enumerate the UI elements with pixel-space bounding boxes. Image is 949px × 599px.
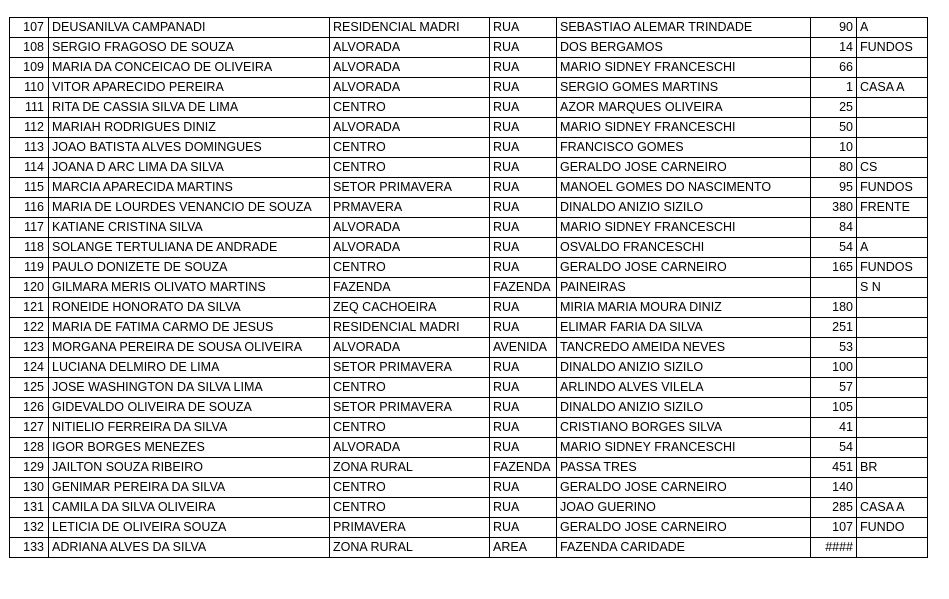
street-name-cell[interactable]: FRANCISCO GOMES <box>557 138 811 158</box>
street-name-cell[interactable]: GERALDO JOSE CARNEIRO <box>557 478 811 498</box>
complement-cell[interactable]: FUNDOS <box>857 258 928 278</box>
spreadsheet <box>9 17 921 558</box>
table-row <box>10 138 928 158</box>
house-number-cell[interactable]: 66 <box>811 58 857 78</box>
house-number-cell[interactable]: 107 <box>811 518 857 538</box>
table-row <box>10 238 928 258</box>
name-cell[interactable]: PAULO DONIZETE DE SOUZA <box>49 258 330 278</box>
table-row <box>10 518 928 538</box>
street-name-cell[interactable]: CRISTIANO BORGES SILVA <box>557 418 811 438</box>
complement-cell[interactable] <box>857 298 928 318</box>
row-number-cell[interactable]: 119 <box>10 258 49 278</box>
house-number-cell[interactable]: 57 <box>811 378 857 398</box>
house-number-cell[interactable]: 53 <box>811 338 857 358</box>
street-name-cell[interactable]: TANCREDO AMEIDA NEVES <box>557 338 811 358</box>
neighborhood-cell[interactable]: SETOR PRIMAVERA <box>330 398 490 418</box>
house-number-cell[interactable]: 165 <box>811 258 857 278</box>
neighborhood-cell[interactable]: CENTRO <box>330 418 490 438</box>
street-type-cell[interactable]: RUA <box>490 258 557 278</box>
neighborhood-cell[interactable]: ALVORADA <box>330 218 490 238</box>
name-cell[interactable]: RITA DE CASSIA SILVA DE LIMA <box>49 98 330 118</box>
street-name-cell[interactable]: PAINEIRAS <box>557 278 811 298</box>
house-number-cell[interactable]: 80 <box>811 158 857 178</box>
neighborhood-cell[interactable]: ALVORADA <box>330 438 490 458</box>
house-number-cell[interactable]: 380 <box>811 198 857 218</box>
name-cell[interactable]: JOANA D ARC LIMA DA SILVA <box>49 158 330 178</box>
street-name-cell[interactable]: DINALDO ANIZIO SIZILO <box>557 358 811 378</box>
complement-cell[interactable] <box>857 358 928 378</box>
neighborhood-cell[interactable]: PRMAVERA <box>330 198 490 218</box>
table-row <box>10 498 928 518</box>
table-row <box>10 218 928 238</box>
street-type-cell[interactable]: RUA <box>490 158 557 178</box>
house-number-cell[interactable]: 90 <box>811 18 857 38</box>
table-row <box>10 418 928 438</box>
table-row <box>10 78 928 98</box>
street-type-cell[interactable]: FAZENDA <box>490 458 557 478</box>
complement-cell[interactable]: FUNDOS <box>857 178 928 198</box>
table-row <box>10 318 928 338</box>
name-cell[interactable]: KATIANE CRISTINA SILVA <box>49 218 330 238</box>
row-number-cell[interactable]: 126 <box>10 398 49 418</box>
street-name-cell[interactable]: JOAO GUERINO <box>557 498 811 518</box>
row-number-cell[interactable]: 128 <box>10 438 49 458</box>
row-number-cell[interactable]: 108 <box>10 38 49 58</box>
street-name-cell[interactable]: DINALDO ANIZIO SIZILO <box>557 198 811 218</box>
name-cell[interactable]: GILMARA MERIS OLIVATO MARTINS <box>49 278 330 298</box>
house-number-cell[interactable]: 105 <box>811 398 857 418</box>
complement-cell[interactable] <box>857 218 928 238</box>
neighborhood-cell[interactable]: PRIMAVERA <box>330 518 490 538</box>
complement-cell[interactable] <box>857 318 928 338</box>
row-number-cell[interactable]: 117 <box>10 218 49 238</box>
complement-cell[interactable] <box>857 478 928 498</box>
table-row <box>10 38 928 58</box>
street-type-cell[interactable]: AVENIDA <box>490 338 557 358</box>
name-cell[interactable]: JAILTON SOUZA RIBEIRO <box>49 458 330 478</box>
row-number-cell[interactable]: 109 <box>10 58 49 78</box>
row-number-cell[interactable]: 115 <box>10 178 49 198</box>
street-type-cell[interactable]: FAZENDA <box>490 278 557 298</box>
neighborhood-cell[interactable]: SETOR PRIMAVERA <box>330 178 490 198</box>
complement-cell[interactable] <box>857 98 928 118</box>
row-number-cell[interactable]: 116 <box>10 198 49 218</box>
house-number-cell[interactable] <box>811 278 857 298</box>
row-number-cell[interactable]: 110 <box>10 78 49 98</box>
neighborhood-cell[interactable]: CENTRO <box>330 158 490 178</box>
street-type-cell[interactable]: RUA <box>490 38 557 58</box>
street-name-cell[interactable]: ELIMAR FARIA DA SILVA <box>557 318 811 338</box>
row-number-cell[interactable]: 122 <box>10 318 49 338</box>
complement-cell[interactable] <box>857 118 928 138</box>
house-number-cell[interactable]: 251 <box>811 318 857 338</box>
complement-cell[interactable]: CASA A <box>857 498 928 518</box>
complement-cell[interactable] <box>857 398 928 418</box>
street-name-cell[interactable]: MARIO SIDNEY FRANCESCHI <box>557 438 811 458</box>
street-name-cell[interactable]: GERALDO JOSE CARNEIRO <box>557 518 811 538</box>
table-row <box>10 438 928 458</box>
table-row <box>10 178 928 198</box>
row-number-cell[interactable]: 131 <box>10 498 49 518</box>
complement-cell[interactable]: CS <box>857 158 928 178</box>
name-cell[interactable]: MARCIA APARECIDA MARTINS <box>49 178 330 198</box>
street-type-cell[interactable]: RUA <box>490 118 557 138</box>
row-number-cell[interactable]: 125 <box>10 378 49 398</box>
street-name-cell[interactable]: GERALDO JOSE CARNEIRO <box>557 158 811 178</box>
complement-cell[interactable] <box>857 58 928 78</box>
street-type-cell[interactable]: RUA <box>490 378 557 398</box>
table-row <box>10 478 928 498</box>
house-number-cell[interactable]: 451 <box>811 458 857 478</box>
house-number-cell[interactable]: 84 <box>811 218 857 238</box>
street-type-cell[interactable]: RUA <box>490 438 557 458</box>
row-number-cell[interactable]: 123 <box>10 338 49 358</box>
house-number-cell[interactable]: 95 <box>811 178 857 198</box>
complement-cell[interactable] <box>857 418 928 438</box>
address-table <box>9 17 928 558</box>
complement-cell[interactable]: S N <box>857 278 928 298</box>
name-cell[interactable]: MARIAH RODRIGUES DINIZ <box>49 118 330 138</box>
complement-cell[interactable] <box>857 438 928 458</box>
table-row <box>10 278 928 298</box>
complement-cell[interactable] <box>857 538 928 558</box>
neighborhood-cell[interactable]: ALVORADA <box>330 338 490 358</box>
street-name-cell[interactable]: MANOEL GOMES DO NASCIMENTO <box>557 178 811 198</box>
street-type-cell[interactable]: RUA <box>490 18 557 38</box>
neighborhood-cell[interactable]: CENTRO <box>330 258 490 278</box>
row-number-cell[interactable]: 114 <box>10 158 49 178</box>
neighborhood-cell[interactable]: SETOR PRIMAVERA <box>330 358 490 378</box>
name-cell[interactable]: MORGANA PEREIRA DE SOUSA OLIVEIRA <box>49 338 330 358</box>
street-name-cell[interactable]: GERALDO JOSE CARNEIRO <box>557 258 811 278</box>
row-number-cell[interactable]: 129 <box>10 458 49 478</box>
name-cell[interactable]: JOAO BATISTA ALVES DOMINGUES <box>49 138 330 158</box>
name-cell[interactable]: CAMILA DA SILVA OLIVEIRA <box>49 498 330 518</box>
row-number-cell[interactable]: 111 <box>10 98 49 118</box>
house-number-cell[interactable]: 285 <box>811 498 857 518</box>
street-name-cell[interactable]: DOS BERGAMOS <box>557 38 811 58</box>
street-name-cell[interactable]: PASSA TRES <box>557 458 811 478</box>
name-cell[interactable]: DEUSANILVA CAMPANADI <box>49 18 330 38</box>
name-cell[interactable]: VITOR APARECIDO PEREIRA <box>49 78 330 98</box>
neighborhood-cell[interactable]: ZONA RURAL <box>330 538 490 558</box>
row-number-cell[interactable]: 127 <box>10 418 49 438</box>
complement-cell[interactable] <box>857 338 928 358</box>
complement-cell[interactable]: FRENTE <box>857 198 928 218</box>
name-cell[interactable]: MARIA DE LOURDES VENANCIO DE SOUZA <box>49 198 330 218</box>
house-number-cell[interactable]: 140 <box>811 478 857 498</box>
row-number-cell[interactable]: 133 <box>10 538 49 558</box>
house-number-cell[interactable]: 41 <box>811 418 857 438</box>
street-name-cell[interactable]: FAZENDA CARIDADE <box>557 538 811 558</box>
street-type-cell[interactable]: RUA <box>490 58 557 78</box>
row-number-cell[interactable]: 124 <box>10 358 49 378</box>
neighborhood-cell[interactable]: ZONA RURAL <box>330 458 490 478</box>
house-number-cell[interactable]: 10 <box>811 138 857 158</box>
house-number-cell[interactable]: 100 <box>811 358 857 378</box>
complement-cell[interactable] <box>857 378 928 398</box>
street-type-cell[interactable]: RUA <box>490 178 557 198</box>
row-number-cell[interactable]: 132 <box>10 518 49 538</box>
neighborhood-cell[interactable]: FAZENDA <box>330 278 490 298</box>
house-number-cell[interactable]: #### <box>811 538 857 558</box>
table-row <box>10 458 928 478</box>
row-number-cell[interactable]: 118 <box>10 238 49 258</box>
name-cell[interactable]: IGOR BORGES MENEZES <box>49 438 330 458</box>
street-type-cell[interactable]: RUA <box>490 318 557 338</box>
street-type-cell[interactable]: RUA <box>490 398 557 418</box>
complement-cell[interactable]: A <box>857 18 928 38</box>
house-number-cell[interactable]: 50 <box>811 118 857 138</box>
row-number-cell[interactable]: 130 <box>10 478 49 498</box>
house-number-cell[interactable]: 1 <box>811 78 857 98</box>
table-row <box>10 378 928 398</box>
house-number-cell[interactable]: 14 <box>811 38 857 58</box>
row-number-cell[interactable]: 113 <box>10 138 49 158</box>
table-row <box>10 538 928 558</box>
complement-cell[interactable]: BR <box>857 458 928 478</box>
street-name-cell[interactable]: OSVALDO FRANCESCHI <box>557 238 811 258</box>
table-row <box>10 398 928 418</box>
neighborhood-cell[interactable]: CENTRO <box>330 498 490 518</box>
street-type-cell[interactable]: RUA <box>490 98 557 118</box>
name-cell[interactable]: RONEIDE HONORATO DA SILVA <box>49 298 330 318</box>
complement-cell[interactable] <box>857 138 928 158</box>
table-row <box>10 338 928 358</box>
house-number-cell[interactable]: 54 <box>811 438 857 458</box>
neighborhood-cell[interactable]: ALVORADA <box>330 238 490 258</box>
street-type-cell[interactable]: RUA <box>490 498 557 518</box>
street-name-cell[interactable]: ARLINDO ALVES VILELA <box>557 378 811 398</box>
name-cell[interactable]: MARIA DA CONCEICAO DE OLIVEIRA <box>49 58 330 78</box>
house-number-cell[interactable]: 54 <box>811 238 857 258</box>
complement-cell[interactable]: CASA A <box>857 78 928 98</box>
name-cell[interactable]: LUCIANA DELMIRO DE LIMA <box>49 358 330 378</box>
street-type-cell[interactable]: RUA <box>490 78 557 98</box>
row-number-cell[interactable]: 121 <box>10 298 49 318</box>
street-type-cell[interactable]: RUA <box>490 418 557 438</box>
row-number-cell[interactable]: 107 <box>10 18 49 38</box>
street-type-cell[interactable]: RUA <box>490 218 557 238</box>
name-cell[interactable]: MARIA DE FATIMA CARMO DE JESUS <box>49 318 330 338</box>
table-row <box>10 158 928 178</box>
street-type-cell[interactable]: RUA <box>490 478 557 498</box>
name-cell[interactable]: JOSE WASHINGTON DA SILVA LIMA <box>49 378 330 398</box>
street-type-cell[interactable]: AREA <box>490 538 557 558</box>
neighborhood-cell[interactable]: CENTRO <box>330 378 490 398</box>
table-row <box>10 358 928 378</box>
complement-cell[interactable]: A <box>857 238 928 258</box>
street-type-cell[interactable]: RUA <box>490 358 557 378</box>
neighborhood-cell[interactable]: ALVORADA <box>330 78 490 98</box>
table-row <box>10 118 928 138</box>
neighborhood-cell[interactable]: CENTRO <box>330 138 490 158</box>
street-name-cell[interactable]: DINALDO ANIZIO SIZILO <box>557 398 811 418</box>
name-cell[interactable]: NITIELIO FERREIRA DA SILVA <box>49 418 330 438</box>
street-name-cell[interactable]: MARIO SIDNEY FRANCESCHI <box>557 58 811 78</box>
street-type-cell[interactable]: RUA <box>490 198 557 218</box>
street-name-cell[interactable]: MIRIA MARIA MOURA DINIZ <box>557 298 811 318</box>
street-name-cell[interactable]: MARIO SIDNEY FRANCESCHI <box>557 118 811 138</box>
neighborhood-cell[interactable]: CENTRO <box>330 478 490 498</box>
street-type-cell[interactable]: RUA <box>490 518 557 538</box>
table-row <box>10 298 928 318</box>
neighborhood-cell[interactable]: ALVORADA <box>330 58 490 78</box>
row-number-cell[interactable]: 112 <box>10 118 49 138</box>
table-row <box>10 198 928 218</box>
name-cell[interactable]: LETICIA DE OLIVEIRA SOUZA <box>49 518 330 538</box>
neighborhood-cell[interactable]: CENTRO <box>330 98 490 118</box>
name-cell[interactable]: GIDEVALDO OLIVEIRA DE SOUZA <box>49 398 330 418</box>
neighborhood-cell[interactable]: RESIDENCIAL MADRI <box>330 18 490 38</box>
neighborhood-cell[interactable]: ALVORADA <box>330 118 490 138</box>
street-name-cell[interactable]: AZOR MARQUES OLIVEIRA <box>557 98 811 118</box>
neighborhood-cell[interactable]: ALVORADA <box>330 38 490 58</box>
table-row <box>10 258 928 278</box>
complement-cell[interactable]: FUNDOS <box>857 38 928 58</box>
street-name-cell[interactable]: MARIO SIDNEY FRANCESCHI <box>557 218 811 238</box>
house-number-cell[interactable]: 25 <box>811 98 857 118</box>
name-cell[interactable]: SOLANGE TERTULIANA DE ANDRADE <box>49 238 330 258</box>
name-cell[interactable]: ADRIANA ALVES DA SILVA <box>49 538 330 558</box>
neighborhood-cell[interactable]: RESIDENCIAL MADRI <box>330 318 490 338</box>
table-row <box>10 58 928 78</box>
table-row <box>10 18 928 38</box>
table-row <box>10 98 928 118</box>
row-number-cell[interactable]: 120 <box>10 278 49 298</box>
street-type-cell[interactable]: RUA <box>490 238 557 258</box>
house-number-cell[interactable]: 180 <box>811 298 857 318</box>
street-name-cell[interactable]: SERGIO GOMES MARTINS <box>557 78 811 98</box>
name-cell[interactable]: GENIMAR PEREIRA DA SILVA <box>49 478 330 498</box>
name-cell[interactable]: SERGIO FRAGOSO DE SOUZA <box>49 38 330 58</box>
table-body <box>10 18 928 558</box>
street-name-cell[interactable]: SEBASTIAO ALEMAR TRINDADE <box>557 18 811 38</box>
street-type-cell[interactable]: RUA <box>490 138 557 158</box>
street-type-cell[interactable]: RUA <box>490 298 557 318</box>
complement-cell[interactable]: FUNDO <box>857 518 928 538</box>
neighborhood-cell[interactable]: ZEQ CACHOEIRA <box>330 298 490 318</box>
